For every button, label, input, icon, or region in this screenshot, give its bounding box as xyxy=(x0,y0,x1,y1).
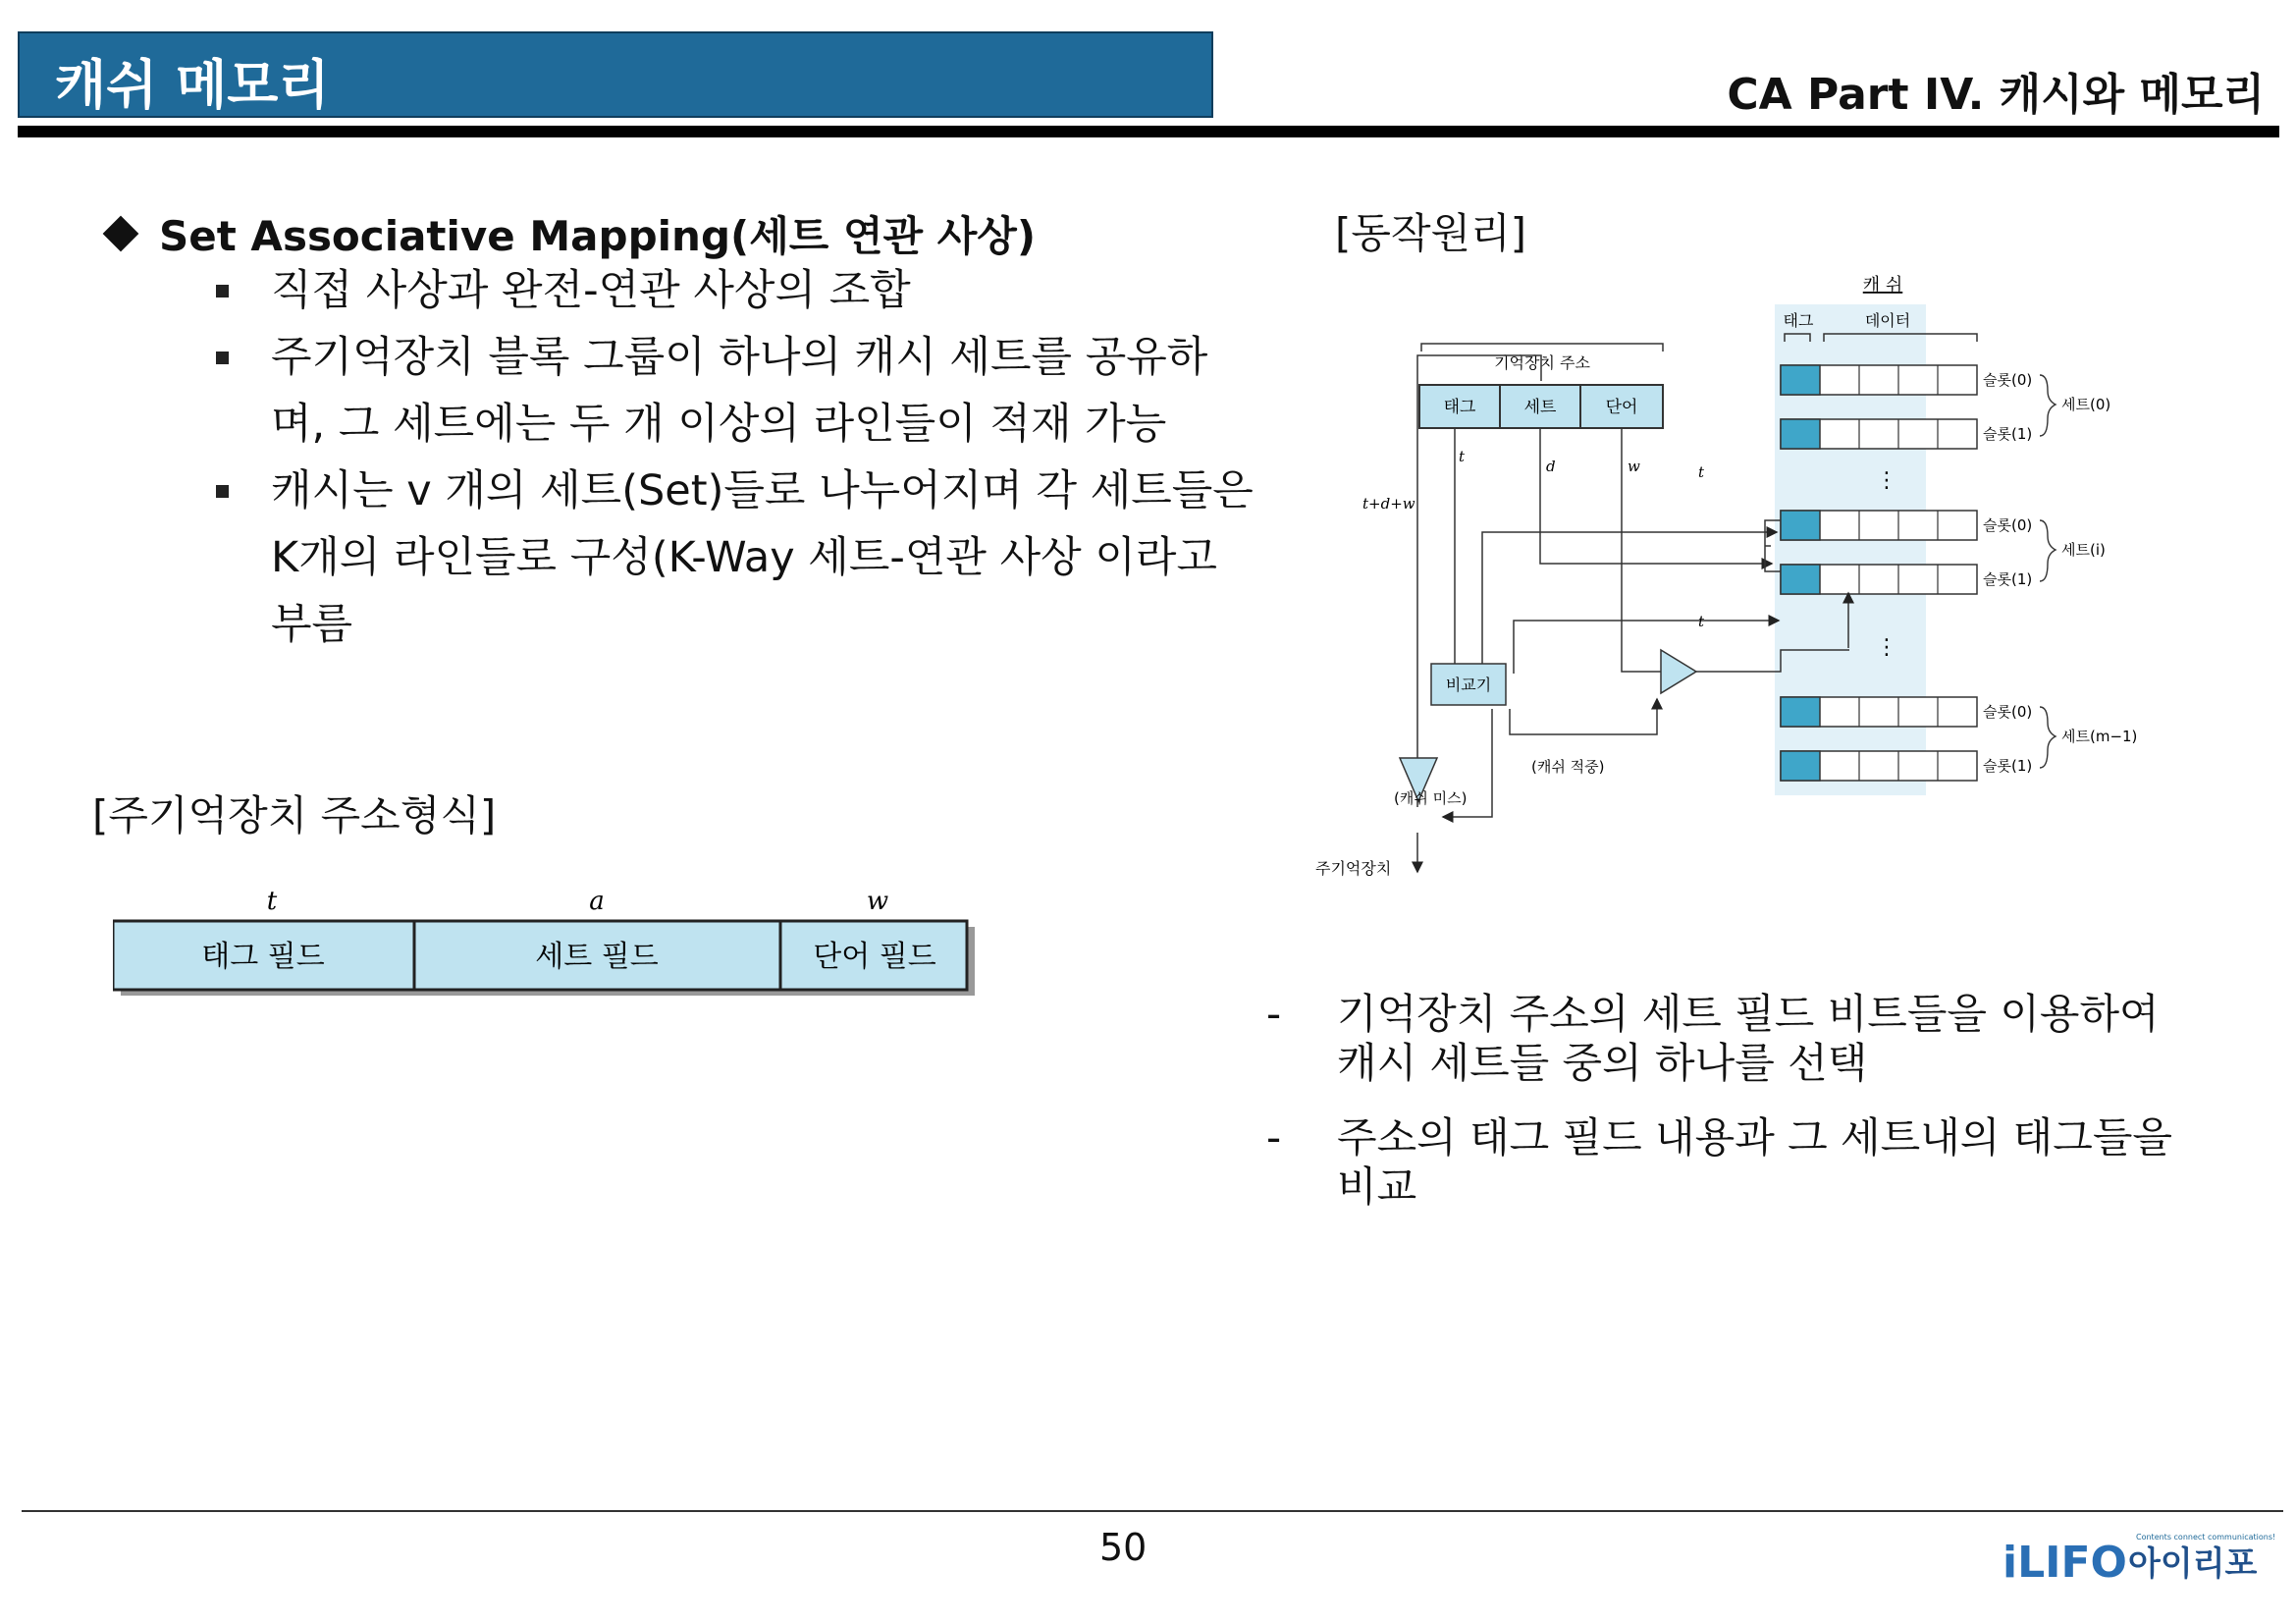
slot-label: 슬롯(0) xyxy=(1983,371,2033,389)
operation-label: [동작원리] xyxy=(1335,209,1527,257)
footer-divider xyxy=(22,1510,2283,1512)
note-item xyxy=(1266,990,2179,1088)
data-column-label: 데이터 xyxy=(1864,311,1911,330)
logo-wordmark: iLIFO xyxy=(2002,1538,2127,1587)
part-title: CA Part IV. 캐시와 메모리 xyxy=(1727,70,2265,120)
note-item xyxy=(1266,1113,2179,1212)
dash-marker: - xyxy=(1266,1113,1282,1162)
main-memory-label: 주기억장치 xyxy=(1315,859,1392,878)
cache-label: 캐 쉬 xyxy=(1862,275,1903,296)
set-label: 세트(i) xyxy=(2061,541,2106,559)
slot-label: 슬롯(1) xyxy=(1983,570,2033,588)
tag-column-label: 태그 xyxy=(1783,311,1814,330)
note-text: 주소의 태그 필드 내용과 그 세트내의 태그들을 비교 xyxy=(1337,1113,2172,1211)
set-field-label: 세트 필드 xyxy=(535,940,659,974)
slot-label: 슬롯(0) xyxy=(1983,516,2033,534)
notes-list xyxy=(1266,990,2179,1237)
slot-label: 슬롯(0) xyxy=(1983,703,2033,721)
bit-d: d xyxy=(1546,458,1556,475)
address-set-field: 세트 xyxy=(1523,398,1557,417)
vertical-ellipsis: ⋮ xyxy=(1876,635,1897,660)
address-word-field: 단어 xyxy=(1605,398,1638,417)
cache-slots xyxy=(1781,365,1977,781)
diamond-bullet-icon xyxy=(103,216,139,252)
address-tag-field: 태그 xyxy=(1443,398,1476,417)
slide-title: 캐쉬 메모리 xyxy=(55,54,330,116)
section-heading xyxy=(108,204,1036,263)
bit-label-t: t xyxy=(266,887,278,916)
ilifo-logo xyxy=(2002,1528,2277,1587)
logo-korean: 아이리포 xyxy=(2128,1544,2258,1584)
bit-w: w xyxy=(1628,458,1640,475)
bullet-list xyxy=(206,257,1256,658)
slide-title-bar xyxy=(18,31,1213,118)
tag-field-label: 태그 필드 xyxy=(201,940,325,974)
miss-label: (캐쉬 미스) xyxy=(1394,789,1468,807)
bullet-item: 직접 사상과 완전-연관 사상의 조합 xyxy=(206,257,1256,324)
vertical-ellipsis: ⋮ xyxy=(1876,468,1897,493)
address-format-diagram xyxy=(113,884,977,1001)
hit-label: (캐쉬 적중) xyxy=(1531,758,1605,776)
buffer-gate xyxy=(1661,650,1696,693)
word-field-label: 단어 필드 xyxy=(813,940,936,974)
bit-label-a: a xyxy=(589,887,605,916)
set-label: 세트(0) xyxy=(2061,396,2111,413)
section-heading-text: Set Associative Mapping(세트 연관 사상) xyxy=(159,212,1037,260)
total-bits: t+d+w xyxy=(1362,495,1415,513)
note-text: 기억장치 주소의 세트 필드 비트들을 이용하여 캐시 세트들 중의 하나를 선택 xyxy=(1337,990,2160,1087)
address-format-label: [주기억장치 주소형식] xyxy=(92,791,497,839)
slot-label: 슬롯(1) xyxy=(1983,757,2033,775)
slot-label: 슬롯(1) xyxy=(1983,425,2033,443)
bit-t-cache: t xyxy=(1698,613,1705,630)
set-label: 세트(m−1) xyxy=(2061,728,2138,745)
bit-t-cache: t xyxy=(1698,463,1705,481)
header-divider xyxy=(18,126,2279,137)
dash-marker: - xyxy=(1266,990,1282,1038)
set-associative-operation-diagram xyxy=(1304,265,2148,893)
bit-t: t xyxy=(1459,448,1466,465)
logo-tagline: Contents connect communications! xyxy=(2136,1533,2276,1542)
comparator-label: 비교기 xyxy=(1445,676,1492,694)
bullet-item: 주기억장치 블록 그룹이 하나의 캐시 세트를 공유하며, 그 세트에는 두 개 이상의 라인들이 적재 가능 xyxy=(206,324,1256,458)
bit-label-w: w xyxy=(866,887,889,916)
bullet-item: 캐시는 v 개의 세트(Set)들로 나누어지며 각 세트들은 K개의 라인들로 구성(K-Way 세트-연관 사상 이라고 부름 xyxy=(206,458,1256,658)
page-number: 50 xyxy=(1099,1526,1148,1569)
address-title: 기억장치 주소 xyxy=(1494,353,1590,372)
